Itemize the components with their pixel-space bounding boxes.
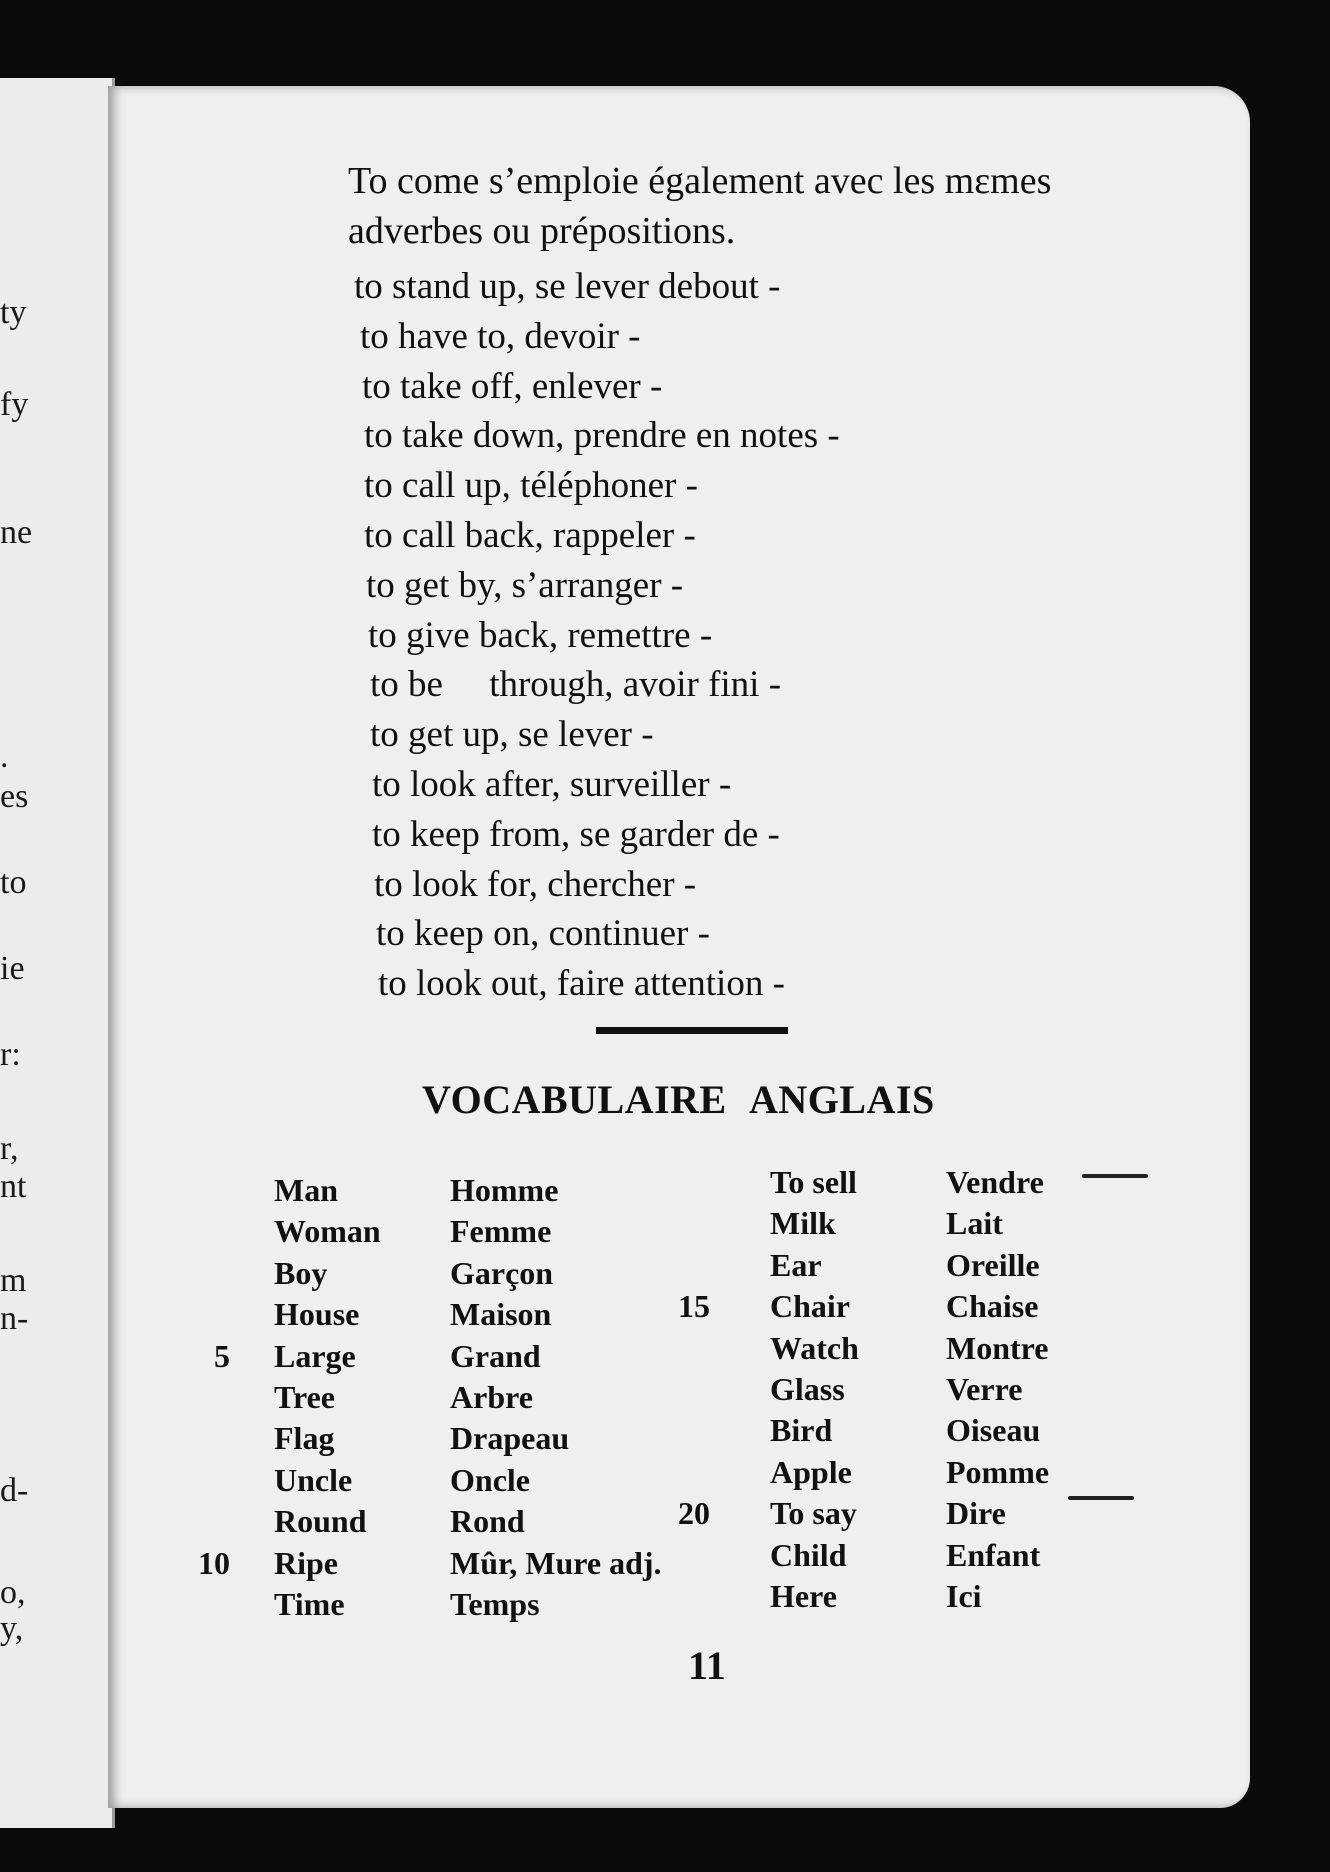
vocab-english: Watch [770,1329,859,1366]
vocab-number: 5 [214,1337,230,1374]
vocab-french: Maison [450,1296,552,1333]
vocab-french: Femme [450,1213,552,1250]
vocab-english: Apple [770,1453,852,1490]
left-page-fragment: y, [0,1610,24,1647]
phrasal-verb-item: to look for, chercher - [374,863,697,905]
vocab-english: Tree [274,1378,335,1415]
vocab-french: Enfant [946,1536,1041,1573]
intro-paragraph [348,156,1208,256]
vocab-french: Garçon [450,1254,554,1291]
left-page-fragment: fy [0,386,29,423]
vocab-english: Child [770,1536,847,1573]
vocab-french: Montre [946,1329,1049,1366]
vocab-french: Chaise [946,1288,1039,1325]
vocab-english: Glass [770,1370,845,1407]
phrasal-verb-item: to call back, rappeler - [364,514,696,556]
phrasal-verb-item: to get up, se lever - [370,714,654,756]
left-page-fragment: ie [0,950,25,987]
left-page-fragment: es [0,778,29,815]
left-page-fragment: . [0,738,9,775]
left-page-fragment: to [0,864,27,901]
phrasal-verb-item: to call up, téléphoner - [364,465,698,507]
vocab-english: Woman [274,1213,381,1250]
phrasal-verb-item: to get by, s’arranger - [366,564,684,606]
margin-dash-mark [1082,1174,1148,1178]
vocab-french: Mûr, Mure adj. [450,1544,662,1581]
vocab-english: Ear [770,1246,822,1283]
phrasal-verb-item: to look out, faire attention - [378,963,785,1005]
left-page-fragment: nt [0,1168,27,1205]
vocab-french: Verre [946,1370,1023,1407]
left-page-fragment: m [0,1262,27,1299]
vocab-english: Ripe [274,1544,338,1581]
phrasal-verb-item: to take down, prendre en notes - [364,415,840,457]
vocab-english: Round [274,1503,367,1540]
margin-dash-mark [1068,1496,1134,1500]
left-page-fragment: ne [0,514,33,551]
vocab-french: Drapeau [450,1420,570,1457]
vocab-number: 20 [678,1495,710,1532]
vocab-french: Ici [946,1577,982,1614]
phrasal-verb-item: to keep from, se garder de - [372,813,780,855]
vocab-french: Oreille [946,1246,1040,1283]
section-divider [596,1027,788,1034]
phrasal-verb-item: to keep on, continuer - [376,913,710,955]
left-page-fragment: r: [0,1036,21,1073]
vocab-french: Vendre [946,1164,1044,1200]
vocab-french: Temps [450,1585,540,1622]
phrasal-verb-item: to look after, surveiller - [372,763,732,805]
vocab-english: Boy [274,1254,328,1291]
left-page-fragment: r, [0,1130,19,1167]
vocab-french: Oncle [450,1461,530,1498]
vocab-english: Large [274,1337,356,1374]
vocab-english: Man [274,1172,338,1208]
vocab-french: Pomme [946,1453,1050,1490]
vocab-number: 10 [198,1544,230,1581]
vocabulary-heading: VOCABULAIRE ANGLAIS [422,1077,935,1122]
vocab-english: To say [770,1495,857,1532]
phrasal-verb-item: to take off, enlever - [362,365,663,407]
vocab-french: Grand [450,1337,541,1374]
left-page-edge [0,78,115,1828]
vocab-english: Chair [770,1288,850,1325]
vocab-french: Oiseau [946,1412,1041,1449]
phrasal-verb-item: to give back, remettre - [368,614,713,656]
left-page-fragment: d- [0,1472,29,1509]
vocab-english: Uncle [274,1461,353,1498]
vocab-french: Dire [946,1495,1006,1532]
phrasal-verb-list [354,262,840,1009]
vocab-french: Arbre [450,1378,533,1415]
vocab-english: Here [770,1577,837,1614]
vocab-english: Time [274,1585,345,1622]
vocab-english: Flag [274,1420,335,1457]
phrasal-verb-item: to stand up, se lever debout - [354,266,781,307]
phrasal-verb-item: to have to, devoir - [360,315,641,357]
left-page-fragment: o, [0,1574,26,1611]
vocab-english: Bird [770,1412,833,1449]
vocab-english: Milk [770,1205,836,1242]
intro-line: adverbes ou prépositions. [348,210,736,252]
vocab-french: Lait [946,1205,1003,1242]
phrasal-verb-item: to be through, avoir fini - [370,664,782,706]
vocab-number: 15 [678,1288,710,1325]
page-number: 11 [688,1643,726,1688]
vocab-french: Rond [450,1503,525,1540]
left-page-fragment: ty [0,294,27,331]
vocab-english: House [274,1296,360,1333]
vocab-english: To sell [770,1164,857,1200]
left-page-fragment: n- [0,1300,29,1337]
vocab-french: Homme [450,1172,559,1208]
intro-line: To come s’emploie également avec les mεmes [348,160,1052,202]
